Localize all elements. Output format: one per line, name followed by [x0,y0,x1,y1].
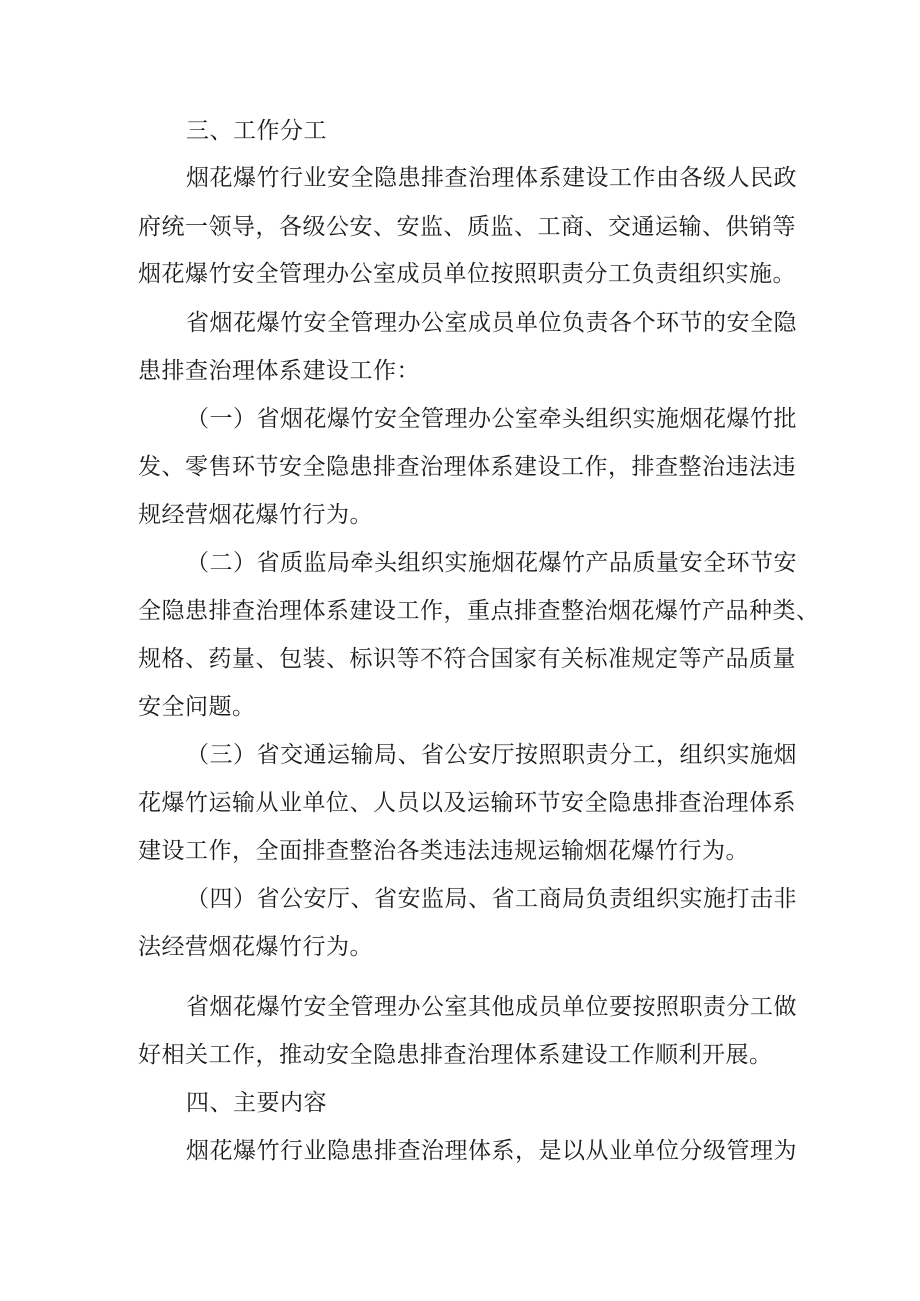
text-line: （四）省公安厅、省安监局、省工商局负责组织实施打击非 [186,886,797,912]
text-line: 患排查治理体系建设工作： [138,358,420,384]
section-heading-main-content: 四、主要内容 [186,1090,327,1116]
text-line: 发、零售环节安全隐患排查治理体系建设工作，排查整治违法违 [138,454,796,480]
text-line: 建设工作，全面排查整治各类违法违规运输烟花爆竹行为。 [138,838,749,864]
text-line: 花爆竹运输从业单位、人员以及运输环节安全隐患排查治理体系 [138,790,796,816]
text-line: 烟花爆竹行业安全隐患排查治理体系建设工作由各级人民政 [186,165,797,191]
text-line: 省烟花爆竹安全管理办公室其他成员单位要按照职责分工做 [186,994,797,1020]
text-line: 好相关工作，推动安全隐患排查治理体系建设工作顺利开展。 [138,1042,773,1068]
section-heading-work-division: 三、工作分工 [186,118,327,144]
text-line: 规经营烟花爆竹行为。 [138,502,373,528]
text-line: 烟花爆竹行业隐患排查治理体系，是以从业单位分级管理为 [186,1138,797,1164]
text-line: 烟花爆竹安全管理办公室成员单位按照职责分工负责组织实施。 [138,261,796,287]
text-line: （一）省烟花爆竹安全管理办公室牵头组织实施烟花爆竹批 [186,406,797,432]
text-line: 全隐患排查治理体系建设工作，重点排查整治烟花爆竹产品种类、 [138,598,820,624]
text-line: （二）省质监局牵头组织实施烟花爆竹产品质量安全环节安 [186,550,797,576]
text-line: 规格、药量、包装、标识等不符合国家有关标准规定等产品质量 [138,646,796,672]
text-line: 省烟花爆竹安全管理办公室成员单位负责各个环节的安全隐 [186,310,797,336]
text-line: 安全问题。 [138,694,256,720]
text-line: （三）省交通运输局、省公安厅按照职责分工，组织实施烟 [186,742,797,768]
text-line: 法经营烟花爆竹行为。 [138,934,373,960]
text-line: 府统一领导，各级公安、安监、质监、工商、交通运输、供销等 [138,214,796,240]
